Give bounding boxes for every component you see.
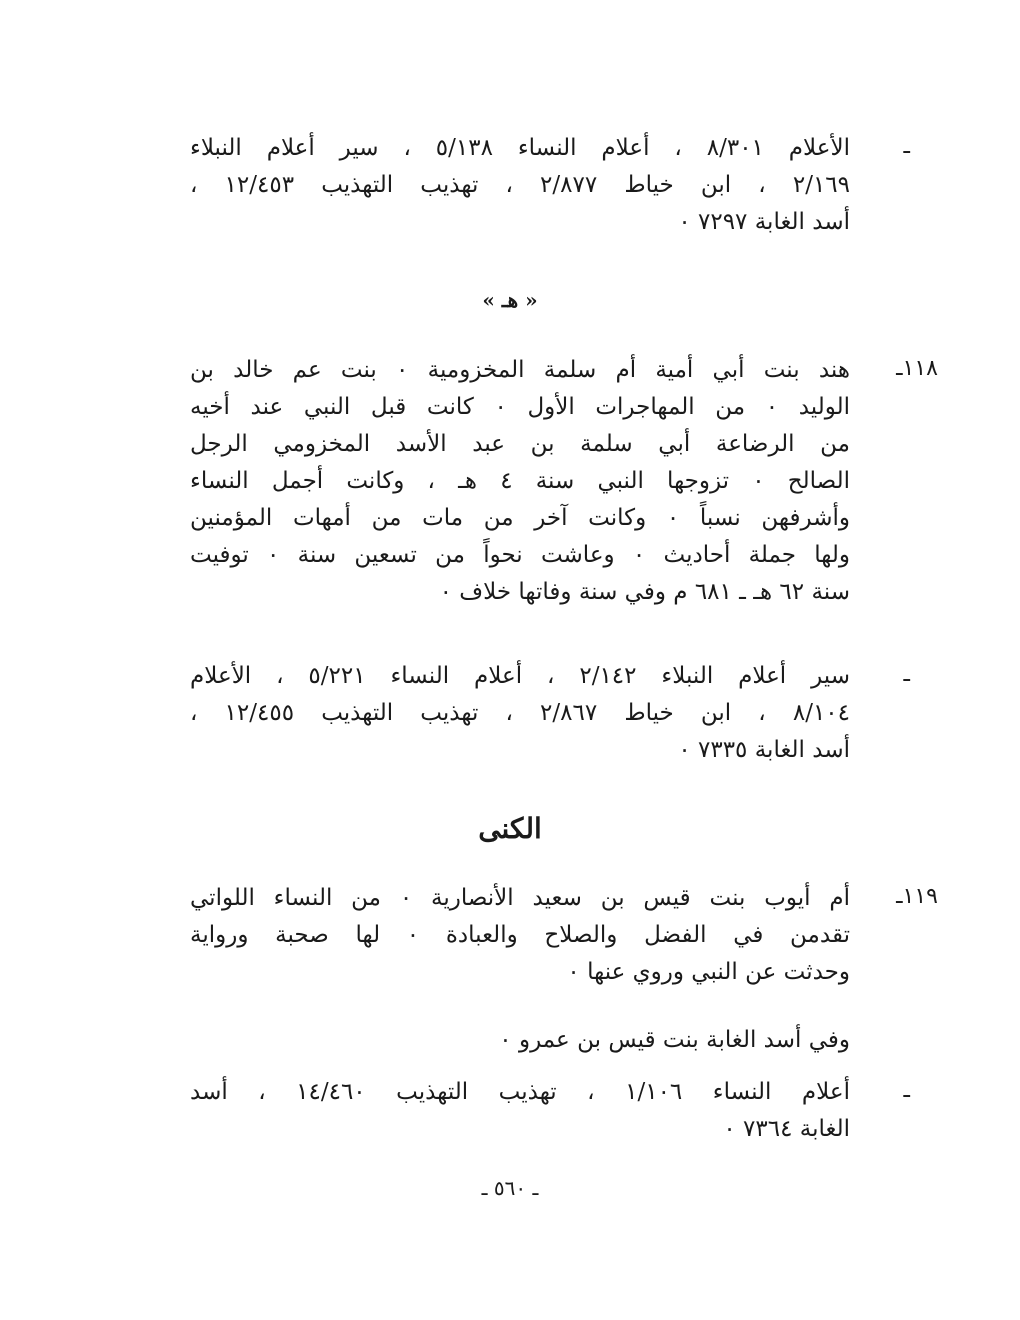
text-line: أسد الغابة ٧٣٣٥ ٠	[678, 737, 850, 763]
section-heading: الكنى	[478, 812, 542, 845]
text-line: ٨/١٠٤ ، ابن خياط ٢/٨٦٧ ، تهذيب التهذيب ١٢/٤٥٥ ،	[190, 700, 851, 726]
text-line: أسد الغابة ٧٢٩٧ ٠	[678, 209, 850, 235]
entry-number: ١١٨ـ	[896, 356, 938, 381]
text-line: تقدمن في الفضل والصلاح والعبادة ٠ لها صحبة ورواية	[190, 922, 850, 948]
reference-block	[190, 658, 910, 769]
text-line: الوليد ٠ من المهاجرات الأول ٠ كانت قبل النبي عند أخيه	[190, 394, 850, 420]
note-line: وفي أسد الغابة بنت قيس بن عمرو ٠	[499, 1027, 850, 1053]
page-number: ـ ٥٦٠ ـ	[481, 1176, 539, 1200]
text-line: الغابة ٧٣٦٤ ٠	[723, 1116, 850, 1142]
text-line: من الرضاعة أبي سلمة بن عبد الأسد المخزومي الرجل	[190, 431, 850, 457]
reference-block	[190, 130, 910, 241]
text-line: سير أعلام النبلاء ٢/١٤٢ ، أعلام النساء ٥/٢٢١ ، الأعلام	[190, 663, 850, 689]
text-line: الأعلام ٨/٣٠١ ، أعلام النساء ٥/١٣٨ ، سير أعلام النبلاء	[190, 135, 850, 161]
text-line: وحدثت عن النبي وروي عنها ٠	[567, 959, 850, 985]
text-line: أعلام النساء ١/١٠٦ ، تهذيب التهذيب ١٤/٤٦٠ ، أسد	[190, 1079, 851, 1105]
text-line: أم أيوب بنت قيس بن سعيد الأنصارية ٠ من النساء اللواتي	[190, 885, 851, 911]
entry-number: ١١٩ـ	[896, 884, 938, 909]
reference-dash: ـ	[903, 1078, 910, 1103]
text-line: وأشرفهن نسباً ٠ وكانت آخر من مات من أمهات المؤمنين	[190, 505, 850, 531]
entry-119	[190, 880, 938, 991]
text-line: هند بنت أبي أمية أم سلمة المخزومية ٠ بنت عم خالد بن	[190, 357, 851, 383]
text-line: سنة ٦٢ هـ ـ ٦٨١ م وفي سنة وفاتها خلاف ٠	[439, 579, 850, 605]
text-line: ولها جملة أحاديث ٠ وعاشت نحواً من تسعين سنة ٠ توفيت	[190, 542, 850, 568]
text-line: الصالح ٠ تزوجها النبي سنة ٤ هـ ، وكانت أجمل النساء	[190, 468, 850, 494]
reference-dash: ـ	[903, 134, 910, 159]
reference-dash: ـ	[903, 662, 910, 687]
text-line: ٢/١٦٩ ، ابن خياط ٢/٨٧٧ ، تهذيب التهذيب ١٢/٤٥٣ ،	[190, 172, 851, 198]
reference-block	[190, 1074, 910, 1148]
note-block	[190, 1022, 850, 1059]
entry-118	[190, 352, 938, 611]
letter-heading: « هـ »	[482, 288, 538, 312]
